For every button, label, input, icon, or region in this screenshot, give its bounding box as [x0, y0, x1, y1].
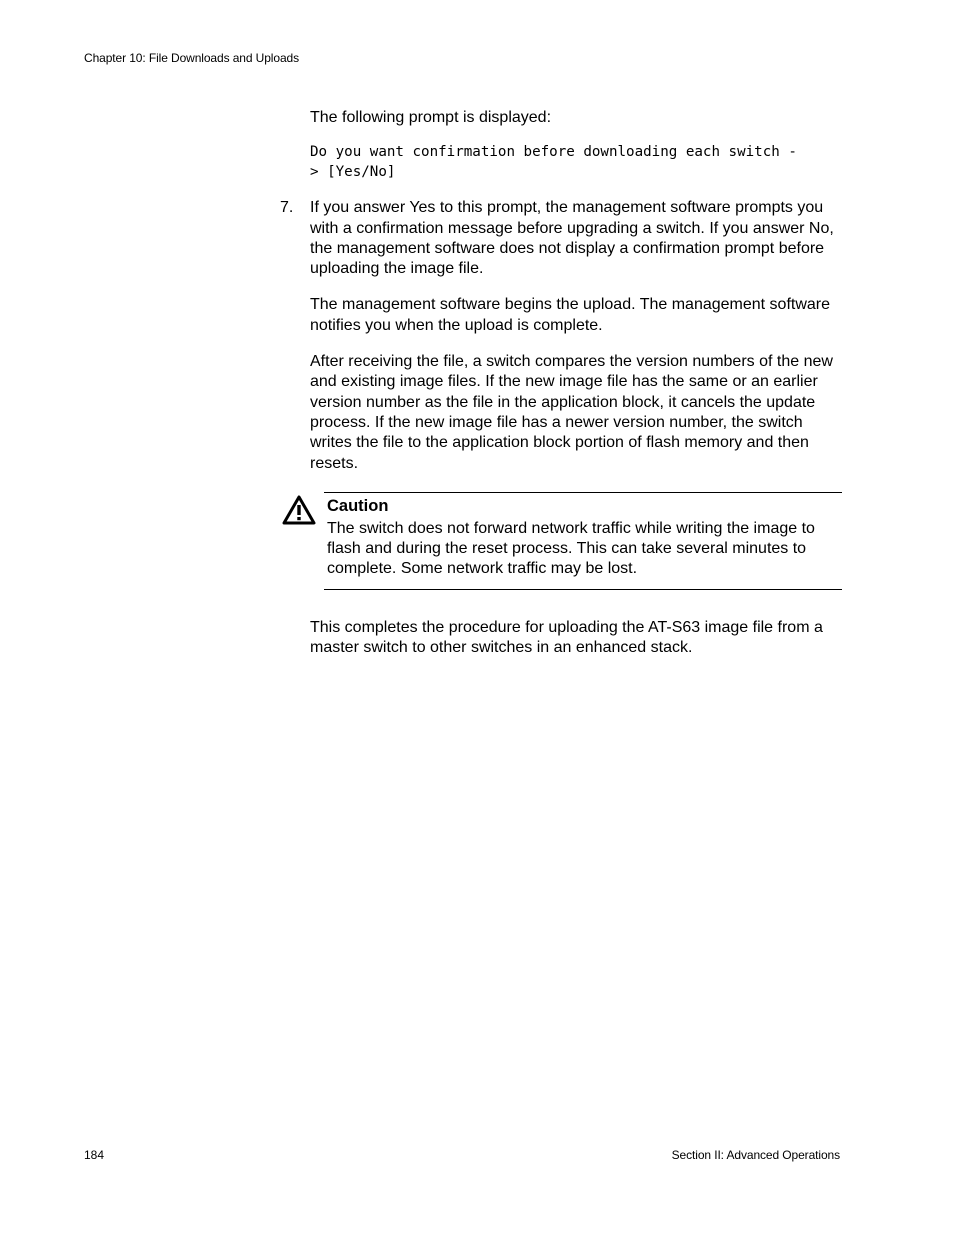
caution-title: Caution — [327, 496, 389, 515]
page-number: 184 — [84, 1148, 105, 1162]
caution-box — [324, 492, 842, 590]
running-header: Chapter 10: File Downloads and Uploads — [84, 51, 299, 65]
intro-text: The following prompt is displayed: — [310, 109, 552, 126]
step-7 — [280, 198, 842, 279]
version-paragraph: After receiving the file, a switch compares the version numbers of the new and existing image files. If the new image file has the same or an earlier version number as the file in the application block, it cancels the update process. If the new image file has a newer version number, the switch writes the file to the application block portion of flash memory and then resets. — [310, 353, 833, 472]
upload-paragraph: The management software begins the upload. The management software notifies you when the upload is complete. — [310, 296, 831, 334]
section-footer: Section II: Advanced Operations — [671, 1148, 840, 1162]
code-block — [310, 142, 842, 182]
conclusion-text: This completes the procedure for uploading the AT-S63 image file from a master switch to other switches in an enhanced stack. — [310, 618, 823, 657]
step-number: 7. — [280, 199, 294, 217]
code-line-1: Do you want confirmation before downloading each switch - — [310, 144, 797, 161]
warning-triangle-icon — [282, 495, 316, 525]
main-content — [280, 108, 842, 658]
code-line-2: > [Yes/No] — [310, 164, 396, 181]
caution-text: The switch does not forward network traffic while writing the image to flash and during the reset process. This can take several minutes to complete. Some network traffic may be lost. — [327, 519, 815, 578]
step-text: If you answer Yes to this prompt, the management software prompts you with a confirmation message before upgrading a switch. If you answer No, the management software does not display a confirmation prompt before uploading the image file. — [310, 199, 834, 278]
caution-notice — [310, 492, 842, 590]
